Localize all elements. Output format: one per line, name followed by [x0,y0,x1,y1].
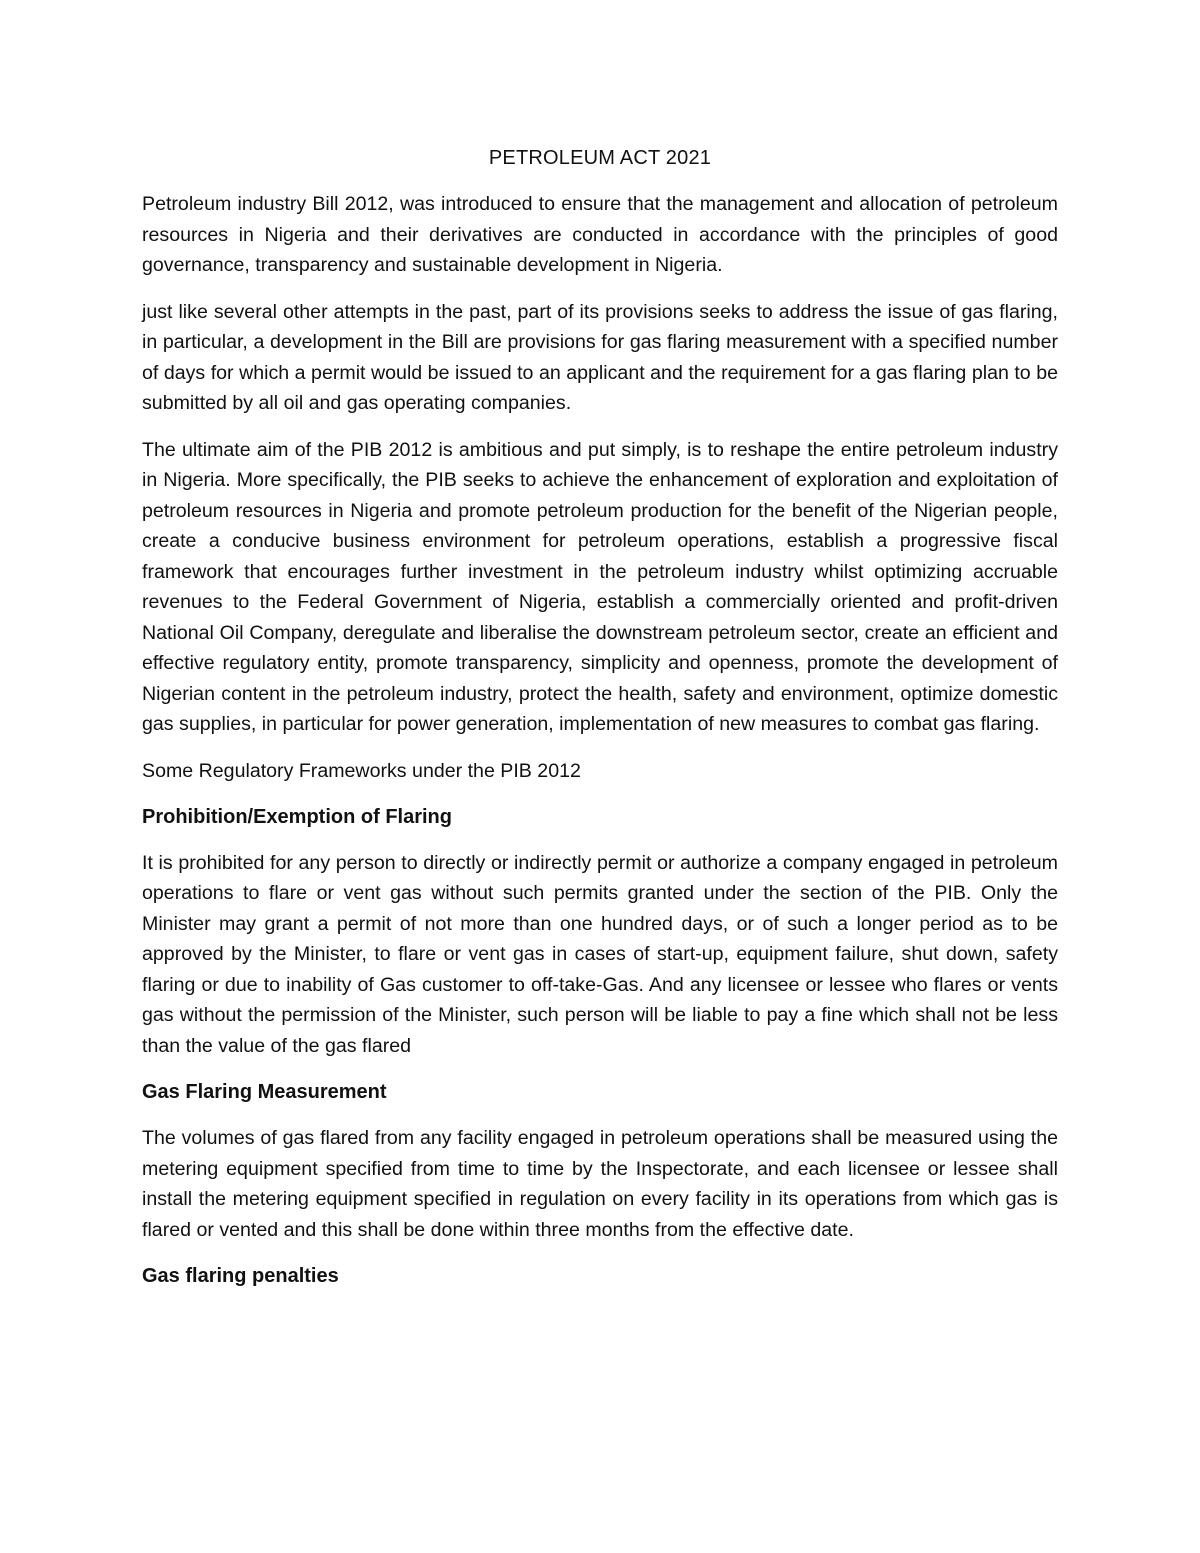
document-body [142,143,1058,1307]
paragraph-prohibition: It is prohibited for any person to directly or indirectly permit or authorize a company engaged in petroleum operations to flare or vent gas without such permits granted under the section of the PIB. Only the Minister may grant a permit of not more than one hundred days, or of such a longer period as to be approved by the Minister, to flare or vent gas in cases of start-up, equipment failure, shut down, safety flaring or due to inability of Gas customer to off-take-Gas. And any licensee or lessee who flares or vents gas without the permission of the Minister, such person will be liable to pay a fine which shall not be less than the value of the gas flared [142,851,1058,1057]
heading-measurement: Gas Flaring Measurement [142,1081,387,1103]
heading-prohibition: Prohibition/Exemption of Flaring [142,805,452,828]
paragraph-intro: Petroleum industry Bill 2012, was introduced to ensure that the management and allocation of petroleum resources in Nigeria and their derivatives are conducted in accordance with the principles of good governance, transparency and sustainable development in Nigeria. [142,193,1058,276]
paragraph-regulatory-frameworks: Some Regulatory Frameworks under the PIB 2012 [142,759,581,782]
paragraph-gas-flaring: just like several other attempts in the past, part of its provisions seeks to address the issue of gas flaring, in particular, a development in the Bill are provisions for gas flaring measurement with a specified number of days for which a permit would be issued to an applicant and the requirement for a gas flaring plan to be submitted by all oil and gas operating companies. [142,300,1058,414]
paragraph-measurement: The volumes of gas flared from any facility engaged in petroleum operations shall be measured using the metering equipment specified from time to time by the Inspectorate, and each licensee or lessee shall install the metering equipment specified in regulation on every facility in its operations from which gas is flared or vented and this shall be done within three months from the effective date. [142,1127,1058,1241]
document-title: PETROLEUM ACT 2021 [488,147,712,169]
paragraph-ultimate-aim: The ultimate aim of the PIB 2012 is ambitious and put simply, is to reshape the entire petroleum industry in Nigeria. More specifically, the PIB seeks to achieve the enhancement of exploration and exploitation of petroleum resources in Nigeria and promote petroleum production for the benefit of the Nigerian people, create a conducive business environment for petroleum operations, establish a progressive fiscal framework that encourages further investment in the petroleum industry whilst optimizing accruable revenues to the Federal Government of Nigeria, establish a commercially oriented and profit-driven National Oil Company, deregulate and liberalise the downstream petroleum sector, create an efficient and effective regulatory entity, promote transparency, simplicity and openness, promote the development of Nigerian content in the petroleum industry, protect the health, safety and environment, optimize domestic gas supplies, in particular for power generation, implementation of new measures to combat gas flaring. [142,438,1058,735]
heading-penalties: Gas flaring penalties [142,1265,339,1287]
